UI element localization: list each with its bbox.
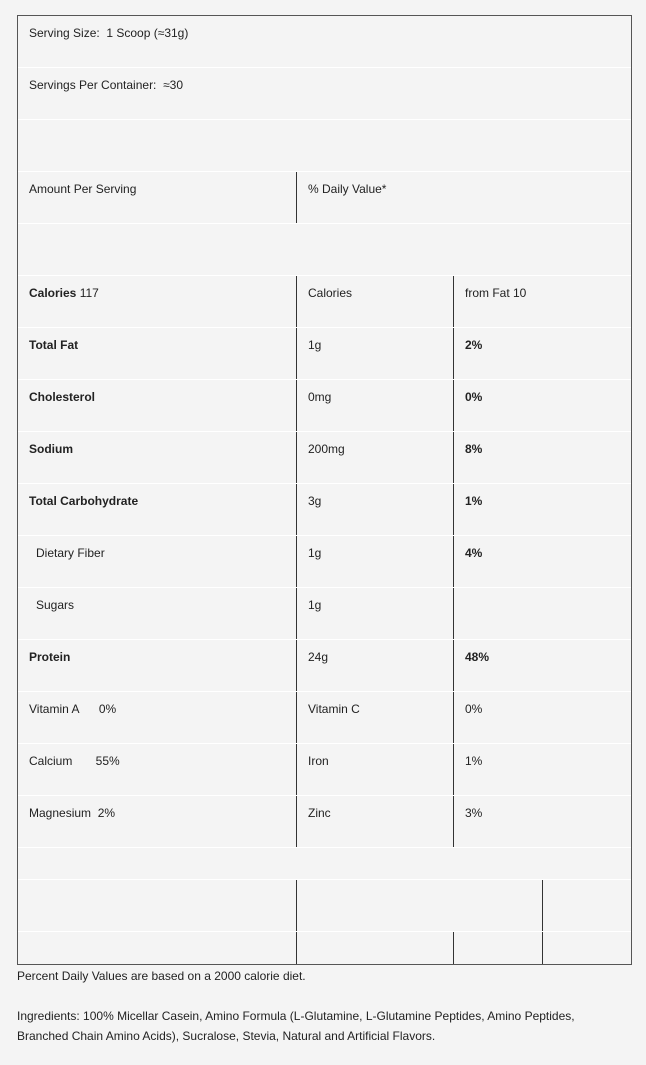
amount-per-serving-label: Amount Per Serving [29, 182, 137, 196]
header-row [18, 172, 631, 224]
daily-value-footnote: Percent Daily Values are based on a 2000 calorie diet. [17, 969, 306, 983]
calories-value: 117 [76, 286, 99, 300]
calories-col2: Calories [308, 286, 353, 300]
nutrient-amount: 1g [308, 546, 322, 560]
nutrient-row-sodium [18, 432, 631, 484]
footer [17, 966, 617, 1046]
vitamin-left: Magnesium 2% [29, 806, 116, 820]
nutrient-amount: 3g [308, 494, 322, 508]
nutrient-name: Cholesterol [29, 390, 96, 404]
calories-label: Calories [29, 286, 77, 300]
nutrient-name: Total Fat [29, 338, 79, 352]
calories-from-fat: from Fat 10 [465, 286, 527, 300]
calories-col2-cell [296, 276, 453, 327]
nutrient-dv: 0% [465, 390, 483, 404]
nutrient-name: Protein [29, 650, 71, 664]
nutrient-row-total-fat [18, 328, 631, 380]
nutrient-row-total-carbohydrate [18, 484, 631, 536]
vitamin-row [18, 796, 631, 848]
vitamin-right: 0% [465, 702, 483, 716]
daily-value-label: % Daily Value* [308, 182, 387, 196]
spacer-row [18, 224, 631, 276]
ingredients-text: Ingredients: 100% Micellar Casein, Amino Formula (L-Glutamine, L-Glutamine Peptides, Amino Peptides, Branched Chain Amino Acids), Sucralose, Stevia, Natural and Artificial Flavors. [17, 1009, 575, 1043]
servings-per-container-row [18, 68, 631, 120]
vitamin-row [18, 692, 631, 744]
nutrient-name: Total Carbohydrate [29, 494, 139, 508]
vitamin-left: Calcium 55% [29, 754, 120, 768]
vitamin-row [18, 744, 631, 796]
nutrient-row-sugars [18, 588, 631, 640]
nutrient-amount: 1g [308, 338, 322, 352]
nutrient-name: Sodium [29, 442, 73, 456]
nutrient-dv: 8% [465, 442, 483, 456]
calories-cell [18, 276, 296, 327]
header-amount-cell [18, 172, 296, 223]
nutrient-row-dietary-fiber [18, 536, 631, 588]
nutrient-name: Sugars [36, 598, 75, 612]
header-dv-cell [296, 172, 631, 223]
serving-size: Serving Size: 1 Scoop (≈31g) [29, 26, 189, 40]
vitamin-left: Vitamin A 0% [29, 702, 117, 716]
nutrient-amount: 0mg [308, 390, 332, 404]
vitamin-mid: Vitamin C [308, 702, 360, 716]
vitamin-mid: Zinc [308, 806, 331, 820]
vitamin-right: 3% [465, 806, 483, 820]
empty-row [18, 932, 631, 964]
vitamin-right: 1% [465, 754, 483, 768]
calories-col3-cell [453, 276, 631, 327]
nutrient-name: Dietary Fiber [36, 546, 105, 560]
spacer-row [18, 120, 631, 172]
nutrient-amount: 200mg [308, 442, 345, 456]
nutrient-dv: 1% [465, 494, 483, 508]
nutrient-amount: 1g [308, 598, 322, 612]
calories-row [18, 276, 631, 328]
nutrition-facts-table [17, 15, 632, 965]
empty-row [18, 880, 631, 932]
nutrient-dv: 4% [465, 546, 483, 560]
spacer-row [18, 848, 631, 880]
nutrient-dv: 2% [465, 338, 483, 352]
nutrient-dv: 48% [465, 650, 490, 664]
nutrient-amount: 24g [308, 650, 329, 664]
vitamin-mid: Iron [308, 754, 329, 768]
serving-size-row [18, 16, 631, 68]
servings-per-container: Servings Per Container: ≈30 [29, 78, 183, 92]
nutrient-row-protein [18, 640, 631, 692]
nutrient-row-cholesterol [18, 380, 631, 432]
